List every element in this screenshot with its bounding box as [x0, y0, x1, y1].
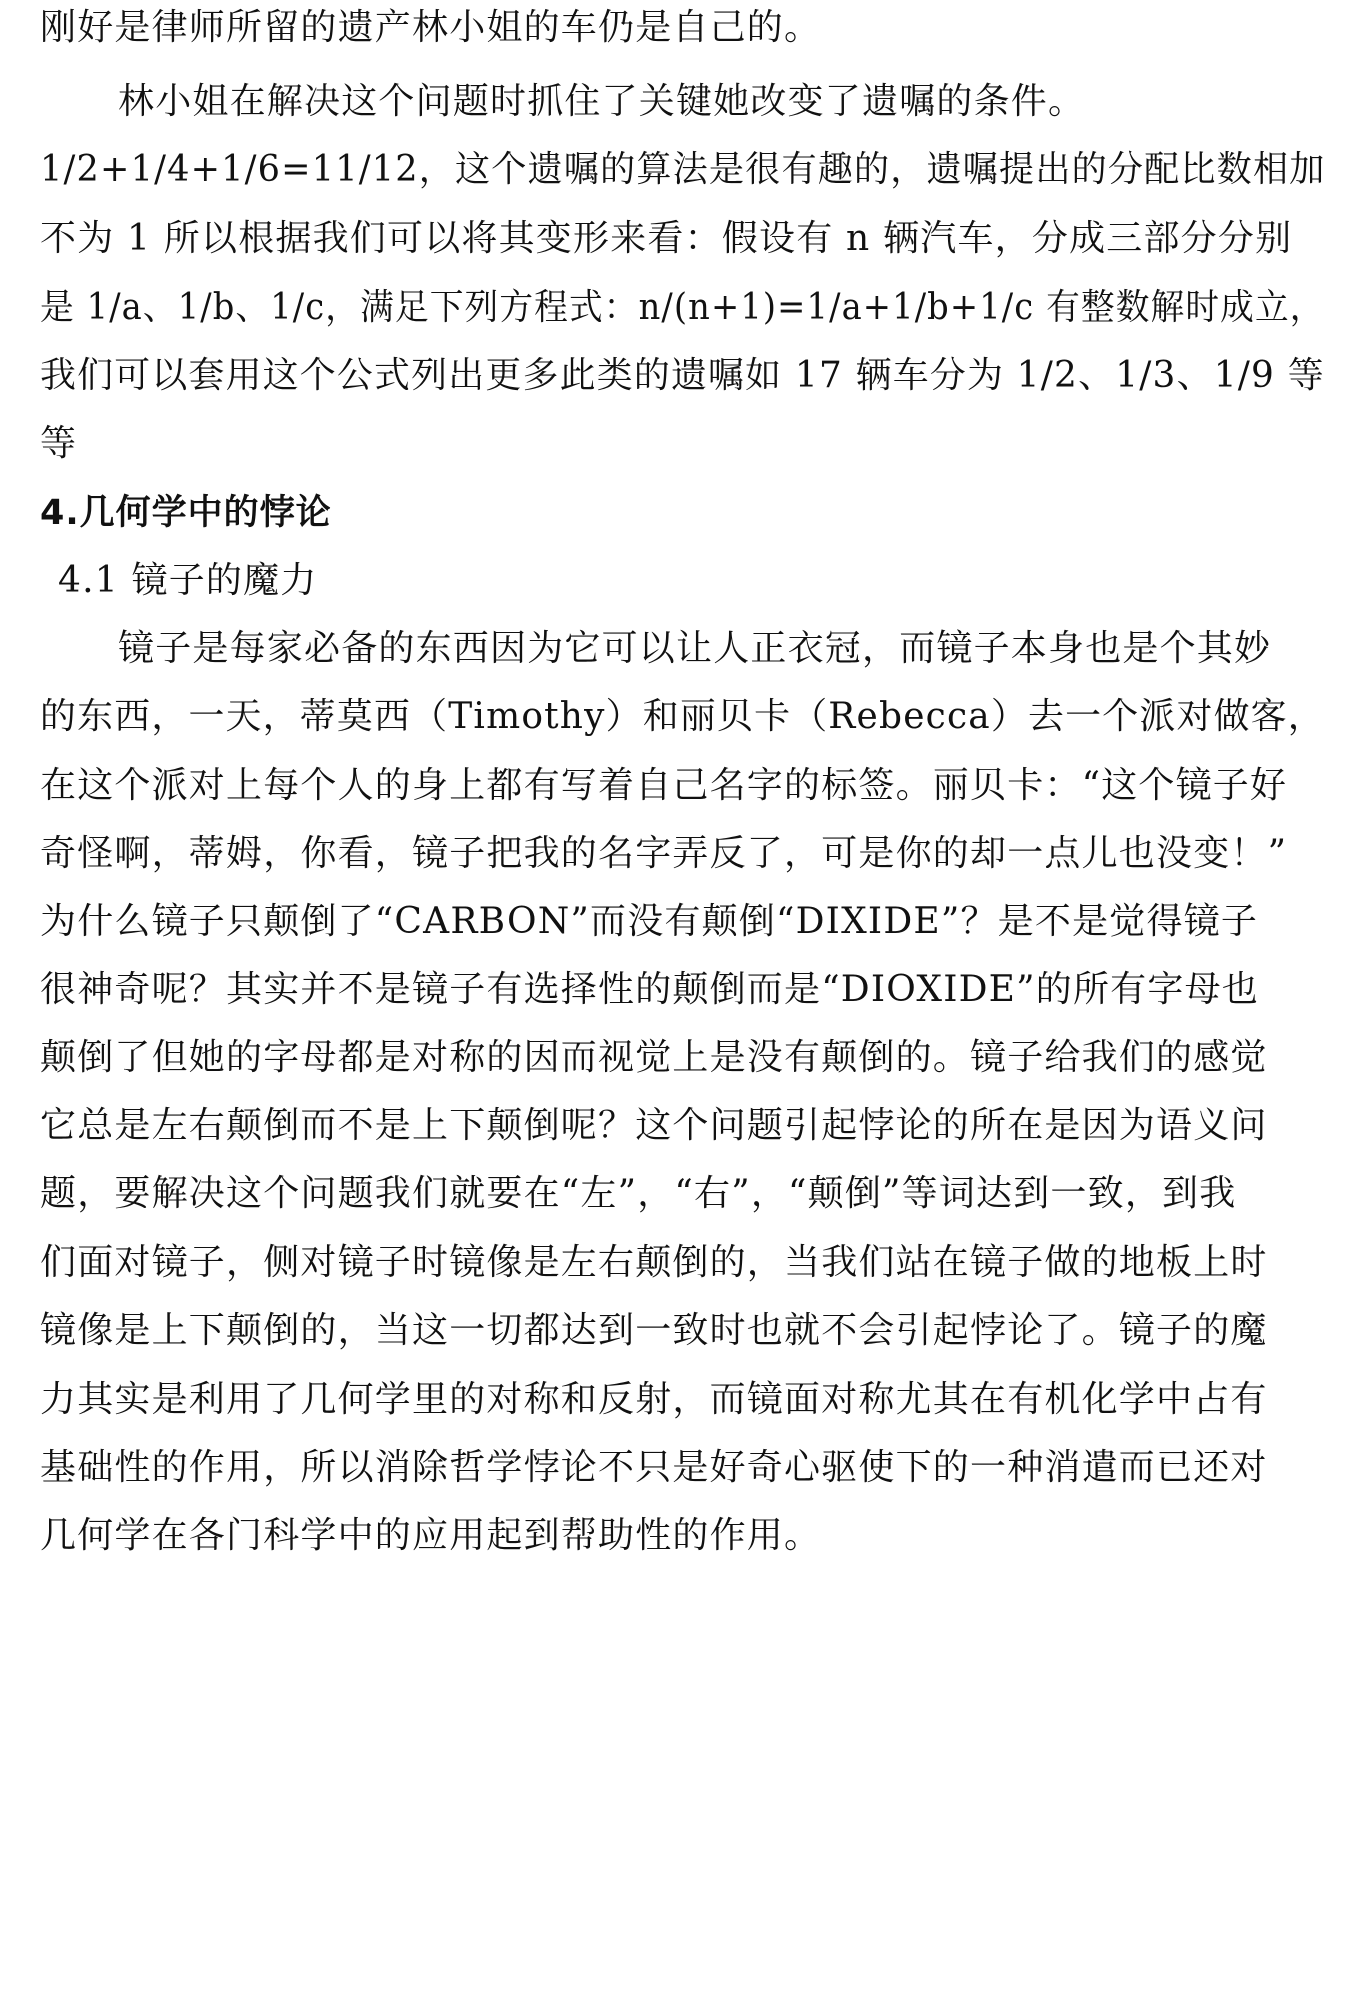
paragraph-line: 题，要解决这个问题我们就要在“左”，“右”，“颠倒”等词达到一致，到我: [40, 1173, 1237, 1214]
paragraph-line: 为什么镜子只颠倒了“CARBON”而没有颠倒“DIXIDE”？是不是觉得镜子: [40, 901, 1259, 942]
paragraph-line: 等: [40, 423, 78, 464]
paragraph-line: 我们可以套用这个公式列出更多此类的遗嘱如 17 辆车分为 1/2、1/3、1/9 等: [40, 355, 1325, 396]
paragraph-line: 不为 1 所以根据我们可以将其变形来看：假设有 n 辆汽车，分成三部分分别: [40, 218, 1293, 259]
paragraph-line: 很神奇呢？其实并不是镜子有选择性的颠倒而是“DIOXIDE”的所有字母也: [40, 969, 1259, 1010]
paragraph-line: 刚好是律师所留的遗产林小姐的车仍是自己的。: [40, 7, 822, 48]
paragraph-line: 基础性的作用，所以消除哲学悖论不只是好奇心驱使下的一种消遣而已还对: [40, 1447, 1268, 1488]
paragraph-line: 在这个派对上每个人的身上都有写着自己名字的标签。丽贝卡：“这个镜子好: [40, 765, 1288, 806]
paragraph-line: 镜像是上下颠倒的，当这一切都达到一致时也就不会引起悖论了。镜子的魔: [40, 1310, 1268, 1351]
paragraph-line: 林小姐在解决这个问题时抓住了关键她改变了遗嘱的条件。: [118, 81, 1086, 122]
section-heading: 4.几何学中的悖论: [40, 493, 332, 533]
paragraph-line: 们面对镜子，侧对镜子时镜像是左右颠倒的，当我们站在镜子做的地板上时: [40, 1242, 1268, 1283]
paragraph-line: 力其实是利用了几何学里的对称和反射，而镜面对称尤其在有机化学中占有: [40, 1379, 1268, 1420]
paragraph-line: 颠倒了但她的字母都是对称的因而视觉上是没有颠倒的。镜子给我们的感觉: [40, 1037, 1268, 1078]
paragraph-line: 它总是左右颠倒而不是上下颠倒呢？这个问题引起悖论的所在是因为语义问: [40, 1105, 1268, 1146]
paragraph-line: 的东西，一天，蒂莫西（Timothy）和丽贝卡（Rebecca）去一个派对做客，: [40, 696, 1325, 737]
subsection-heading: 4.1 镜子的魔力: [58, 560, 318, 601]
paragraph-line: 几何学在各门科学中的应用起到帮助性的作用。: [40, 1515, 822, 1556]
paragraph-line: 是 1/a、1/b、1/c，满足下列方程式：n/(n+1)=1/a+1/b+1/c 有整数解时成立，: [40, 287, 1325, 328]
paragraph-line: 奇怪啊，蒂姆，你看，镜子把我的名字弄反了，可是你的却一点儿也没变！”: [40, 833, 1288, 874]
paragraph-line: 1/2+1/4+1/6=11/12，这个遗嘱的算法是很有趣的，遗嘱提出的分配比数相加: [40, 149, 1326, 190]
paragraph-line: 镜子是每家必备的东西因为它可以让人正衣冠，而镜子本身也是个其妙: [118, 628, 1272, 669]
